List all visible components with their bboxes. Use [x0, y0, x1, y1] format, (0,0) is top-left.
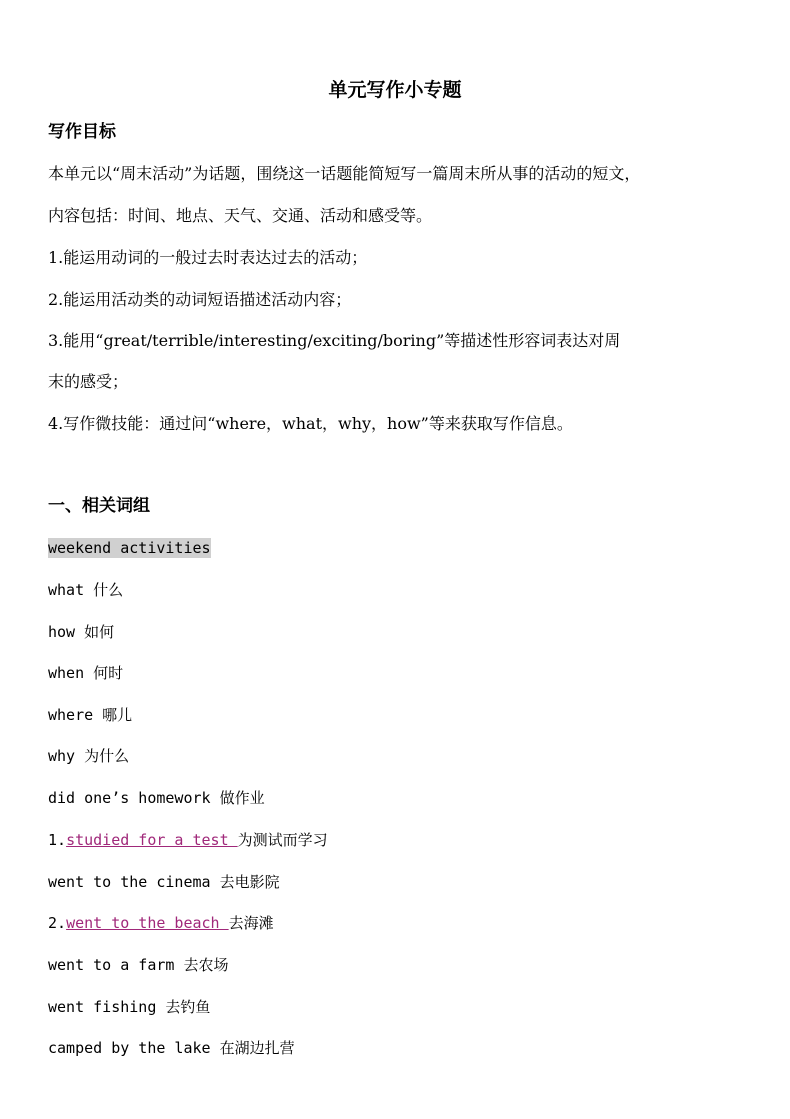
phrase-lake: camped by the lake 在湖边扎营 — [48, 1039, 295, 1057]
phrase-fishing: went fishing 去钓鱼 — [48, 998, 211, 1016]
goal-item-3-line-1: 3.能用“great/terrible/interesting/exciting/boring”等描述性形容词表达对周 — [48, 331, 621, 350]
phrase-how: how 如何 — [48, 623, 115, 641]
intro-line-1: 本单元以“周末活动”为话题，围绕这一话题能简短写一篇周末所从事的活动的短文， — [48, 164, 641, 183]
item-2-number: 2. — [48, 914, 67, 932]
goal-item-3-line-2: 末的感受； — [48, 372, 129, 391]
phrase-where: where 哪儿 — [48, 706, 133, 724]
goal-heading: 写作目标 — [48, 122, 116, 142]
item-1-meaning: 为测试而学习 — [237, 831, 328, 849]
item-2-answer: went to the beach — [66, 914, 229, 932]
goal-item-4: 4.写作微技能：通过问“where，what，why，how”等来获取写作信息。 — [48, 414, 573, 433]
phrase-why: why 为什么 — [48, 747, 130, 765]
phrase-farm: went to a farm 去农场 — [48, 956, 229, 974]
item-1-answer: studied for a test — [66, 831, 238, 849]
goal-item-2: 2.能运用活动类的动词短语描述活动内容； — [48, 290, 352, 309]
item-2-meaning: 去海滩 — [228, 914, 274, 932]
phrase-cinema: went to the cinema 去电影院 — [48, 873, 280, 891]
phrase-when: when 何时 — [48, 664, 124, 682]
phrase-what: what 什么 — [48, 581, 124, 599]
phrase-item-2 — [48, 911, 748, 935]
intro-line-2: 内容包括：时间、地点、天气、交通、活动和感受等。 — [48, 206, 433, 225]
item-1-number: 1. — [48, 831, 67, 849]
phrase-item-1 — [48, 828, 748, 852]
highlighted-phrase: weekend activities — [48, 539, 211, 557]
phrase-homework: did one’s homework 做作业 — [48, 789, 265, 807]
phrase-weekend-activities — [48, 536, 748, 560]
page-title: 单元写作小专题 — [328, 79, 462, 101]
goal-item-1: 1.能运用动词的一般过去时表达过去的活动； — [48, 248, 368, 267]
section-heading-phrases: 一、相关词组 — [48, 496, 150, 516]
